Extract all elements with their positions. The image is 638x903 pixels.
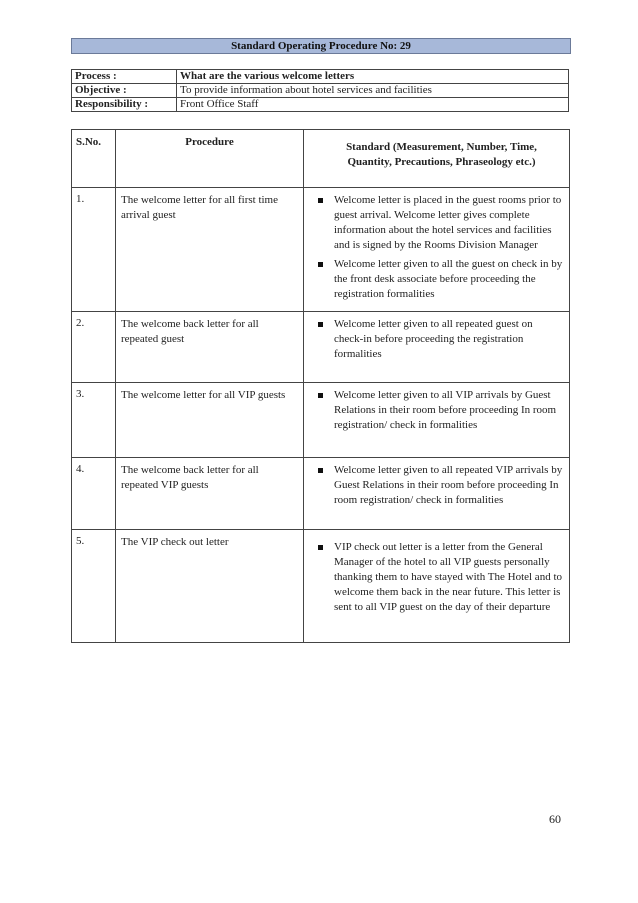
header-sno: S.No. xyxy=(72,130,116,188)
row-standard xyxy=(304,530,570,643)
meta-row-process xyxy=(72,70,569,84)
table-row xyxy=(72,383,570,458)
meta-row-responsibility xyxy=(72,98,569,112)
table-row xyxy=(72,458,570,530)
meta-value: What are the various welcome letters xyxy=(177,70,569,84)
row-standard xyxy=(304,312,570,383)
meta-value: Front Office Staff xyxy=(177,98,569,112)
row-procedure: The VIP check out letter xyxy=(116,530,304,643)
table-header-row xyxy=(72,130,570,188)
sop-meta-table xyxy=(71,69,569,112)
row-sno: 2. xyxy=(72,312,116,383)
row-procedure: The welcome letter for all first time arrival guest xyxy=(116,188,304,312)
row-sno: 3. xyxy=(72,383,116,458)
table-row xyxy=(72,312,570,383)
meta-value: To provide information about hotel services and facilities xyxy=(177,84,569,98)
row-procedure: The welcome back letter for all repeated VIP guests xyxy=(116,458,304,530)
meta-key: Process : xyxy=(72,70,177,84)
row-sno: 4. xyxy=(72,458,116,530)
meta-key: Objective : xyxy=(72,84,177,98)
row-procedure: The welcome back letter for all repeated guest xyxy=(116,312,304,383)
standard-bullet: Welcome letter is placed in the guest rooms prior to guest arrival. Welcome letter gives complete information about the hotel services and facilities and is signed by the Rooms Division Manager xyxy=(316,193,563,253)
row-procedure: The welcome letter for all VIP guests xyxy=(116,383,304,458)
header-standard: Standard (Measurement, Number, Time, Quantity, Precautions, Phraseology etc.) xyxy=(304,130,570,188)
standard-bullet: VIP check out letter is a letter from the General Manager of the hotel to all VIP guests personally thanking them to have stayed with The Hotel and to welcome them back in the near future. This letter is sent to all VIP guest on the day of their departure xyxy=(316,540,563,615)
row-standard xyxy=(304,458,570,530)
table-row xyxy=(72,188,570,312)
row-sno: 5. xyxy=(72,530,116,643)
table-row xyxy=(72,530,570,643)
sop-title: Standard Operating Procedure No: 29 xyxy=(71,38,571,54)
standard-bullet: Welcome letter given to all repeated VIP arrivals by Guest Relations in their room before proceeding In room registration/ check in formalities xyxy=(316,463,563,508)
meta-row-objective xyxy=(72,84,569,98)
procedure-table xyxy=(71,129,570,643)
row-standard xyxy=(304,383,570,458)
standard-bullet: Welcome letter given to all VIP arrivals by Guest Relations in their room before proceeding In room registration/ check in formalities xyxy=(316,388,563,433)
row-standard xyxy=(304,188,570,312)
page-number: 60 xyxy=(549,812,561,826)
row-sno: 1. xyxy=(72,188,116,312)
standard-bullet: Welcome letter given to all the guest on check in by the front desk associate before proceeding the registration formalities xyxy=(316,257,563,302)
standard-bullet: Welcome letter given to all repeated guest on check-in before proceeding the registration formalities xyxy=(316,317,563,362)
header-procedure: Procedure xyxy=(116,130,304,188)
meta-key: Responsibility : xyxy=(72,98,177,112)
